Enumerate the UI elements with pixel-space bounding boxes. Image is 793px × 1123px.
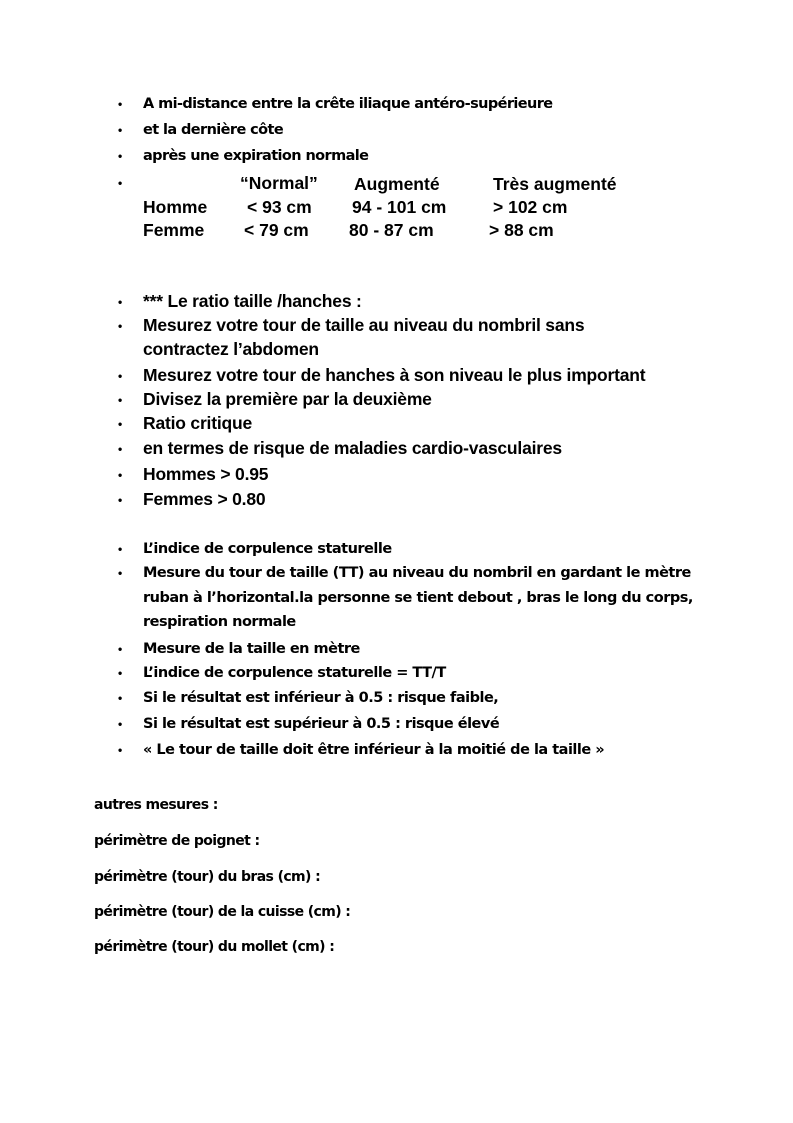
bullet-icon: •	[118, 743, 123, 757]
list-item-continuation: respiration normale	[143, 614, 296, 630]
list-item: après une expiration normale	[143, 148, 369, 164]
list-item: Ratio critique	[143, 413, 253, 433]
bullet-icon: •	[118, 717, 123, 731]
table-cell: > 88 cm	[489, 220, 554, 240]
column-header-normal: “Normal”	[240, 173, 318, 193]
thigh-perimeter-label: périmètre (tour) de la cuisse (cm) :	[94, 904, 351, 920]
table-cell: > 102 cm	[493, 197, 568, 217]
column-header-increased: Augmenté	[354, 174, 440, 194]
bullet-icon: •	[118, 666, 123, 680]
bullet-icon: •	[118, 149, 123, 163]
bullet-icon: •	[118, 691, 123, 705]
bullet-icon: •	[118, 468, 123, 482]
list-item: Hommes > 0.95	[143, 464, 269, 484]
list-item: Mesurez votre tour de taille au niveau du nombril sans	[143, 315, 585, 335]
table-cell: < 93 cm	[247, 197, 312, 217]
list-item: Mesure du tour de taille (TT) au niveau du nombril en gardant le mètre	[143, 565, 691, 581]
bullet-icon: •	[118, 642, 123, 656]
bullet-icon: •	[118, 295, 123, 309]
bullet-icon: •	[118, 417, 123, 431]
table-cell: 94 - 101 cm	[352, 197, 447, 217]
list-item-continuation: contractez l’abdomen	[143, 339, 319, 359]
bullet-icon: •	[118, 393, 123, 407]
list-item: Divisez la première par la deuxième	[143, 389, 432, 409]
list-item: Femmes > 0.80	[143, 489, 266, 509]
bullet-icon: •	[118, 442, 123, 456]
arm-perimeter-label: périmètre (tour) du bras (cm) :	[94, 869, 321, 885]
bullet-icon: •	[118, 319, 123, 333]
bullet-icon: •	[118, 369, 123, 383]
list-item: et la dernière côte	[143, 122, 284, 138]
list-item-continuation: ruban à l’horizontal.la personne se tient debout , bras le long du corps,	[143, 590, 693, 606]
bullet-icon: •	[118, 493, 123, 507]
list-item: *** Le ratio taille /hanches :	[143, 291, 362, 311]
bullet-icon: •	[118, 123, 123, 137]
list-item: « Le tour de taille doit être inférieur à la moitié de la taille »	[143, 742, 605, 758]
table-cell: < 79 cm	[244, 220, 309, 240]
bullet-icon: •	[118, 542, 123, 556]
column-header-very-increased: Très augmenté	[493, 174, 617, 194]
other-measures-heading: autres mesures :	[94, 797, 218, 813]
bullet-icon: •	[118, 97, 123, 111]
list-item: Si le résultat est supérieur à 0.5 : risque élevé	[143, 716, 500, 732]
calf-perimeter-label: périmètre (tour) du mollet (cm) :	[94, 939, 335, 955]
list-item: en termes de risque de maladies cardio-vasculaires	[143, 438, 562, 458]
wrist-perimeter-label: périmètre de poignet :	[94, 833, 260, 849]
list-item: Mesurez votre tour de hanches à son niveau le plus important	[143, 365, 646, 385]
list-item: Mesure de la taille en mètre	[143, 641, 360, 657]
table-cell: 80 - 87 cm	[349, 220, 434, 240]
bullet-icon: •	[118, 566, 123, 580]
list-item: L’indice de corpulence staturelle	[143, 541, 392, 557]
row-label-homme: Homme	[143, 197, 208, 217]
list-item: A mi-distance entre la crête iliaque antéro-supérieure	[143, 96, 553, 112]
list-item: L’indice de corpulence staturelle = TT/T	[143, 665, 446, 681]
list-item: Si le résultat est inférieur à 0.5 : risque faible,	[143, 690, 499, 706]
bullet-icon: •	[118, 176, 123, 190]
row-label-femme: Femme	[143, 220, 205, 240]
